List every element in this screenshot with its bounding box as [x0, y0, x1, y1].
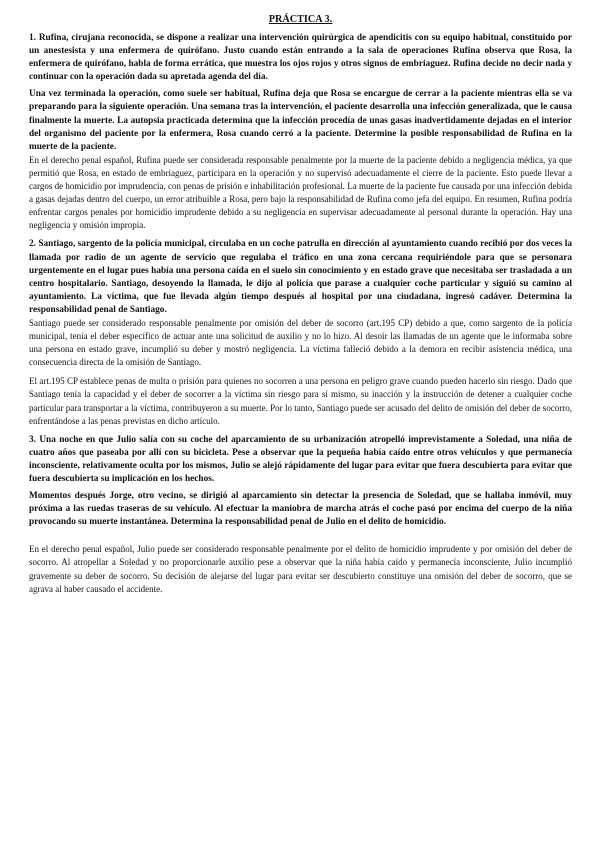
question-1-paragraph-2: Una vez terminada la operación, como suele ser habitual, Rufina deja que Rosa se encargue de cerrar a la paciente mientras ella se va preparando para la siguiente operación. Una semana tras la intervención, el paciente desarrolla una infección generalizada, que le causa finalmente la muerte. La autopsia practicada determina que la infección procedía de unas gasas inadvertidamente dejadas en el interior del organismo del paciente por la enfermera, Rosa cuando cerró a la paciente. Determine la posible responsabilidad de Rufina en la muerte de la paciente.: [29, 89, 572, 152]
answer-3-paragraph: En el derecho penal español, Julio puede ser considerado responsable penalmente por el delito de homicidio imprudente y por omisión del deber de socorro. Al atropellar a Soledad y no proporcionarle auxilio pese a observar que la niña había caído y permanecía inconsciente, Julio incumplió gravemente su deber de socorro. Su decisión de alejarse del lugar para evitar ser descubierto constituye una omisión del deber de socorro, que se agrava al haber causado el accidente.: [29, 544, 572, 594]
question-1-paragraph-1: 1. Rufina, cirujana reconocida, se dispone a realizar una intervención quirúrgica de apendicitis con su equipo habitual, constituido por un anestesista y una enfermera de quirófano. Justo cuando están entrando a la sala de operaciones Rufina observa que Rosa, la enfermera de quirófano, habla de forma errática, que muestra los ojos rojos y otros signos de embriaguez. Rufina decide no decir nada y continuar con la operación dada su apretada agenda del día.: [29, 33, 572, 83]
question-3-paragraph-1: 3. Una noche en que Julio salía con su coche del aparcamiento de su urbanización atropelló imprevistamente a Soledad, una niña de cuatro años que paseaba por allí con su bicicleta. Pese a observar que la pequeña había caído entre otros vehículos y que permanecía inconsciente, relativamente oculta por los mismos, Julio se alejó rápidamente del lugar para evitar que fuera descubierta para evitar que fuera descubierta su implicación en los hechos.: [29, 434, 572, 484]
answer-1-paragraph: En el derecho penal español, Rufina puede ser considerada responsable penalmente por la muerte de la paciente debido a negligencia médica, ya que permitió que Rosa, en estado de embriaguez, participara en la operación y no supervisó adecuadamente el cierre de la paciente. Esto puede llevar a cargos de homicidio por imprudencia, con penas de prisión e inhabilitación profesional. La muerte de la paciente fue causada por una infección debida a gasas dejadas dentro del cuerpo, un error atribuible a Rosa, pero bajo la responsabilidad de Rufina como jefa del equipo. En resumen, Rufina podría enfrentar cargos penales por homicidio imprudente debido a su negligencia en supervisar adecuadamente al personal durante la operación. Hay una negligencia y omisión impropia.: [29, 154, 572, 231]
question-3-paragraph-2: Momentos después Jorge, otro vecino, se dirigió al aparcamiento sin detectar la presencia de Soledad, que se hallaba inmóvil, muy próxima a las ruedas traseras de su vehículo. Al efectuar la maniobra de marcha atrás el coche pasó por encima del cuerpo de la niña provocando su muerte instantánea. Determina la responsabilidad penal de Julio en el delito de homicidio.: [29, 491, 572, 528]
document-title: PRÁCTICA 3.: [268, 14, 333, 25]
question-2-paragraph: 2. Santiago, sargento de la policía municipal, circulaba en un coche patrulla en dirección al ayuntamiento cuando recibió por dos veces la llamada por radio de un agente de servicio que regulaba el tráfico en una zona cercana requiriéndole para que se personara urgentemente en el lugar pues había una persona caída en el suelo sin conocimiento y en estado grave que necesitaba ser trasladada a un centro hospitalario. Santiago, desoyendo la llamada, le dijo al policía que parase a cualquier coche particular y siguió su camino al ayuntamiento. La víctima, que fue llevada algún tiempo después al hospital por una ciudadana, ingresó cadáver. Determina la responsabilidad penal de Santiago.: [29, 239, 572, 315]
answer-2-paragraph-2: El art.195 CP establece penas de multa o prisión para quienes no socorren a una persona en peligro grave cuando pueden hacerlo sin riesgo. Dado que Santiago tenía la capacidad y el deber de socorrer a la víctima sin riesgo para sí mismo, su inacción y la instrucción de detener a cualquier coche particular para transportar a la víctima, contribuyeron a su muerte. Por lo tanto, Santiago puede ser acusado del delito de omisión del deber de socorro, enfrentándose a las penas previstas en dicho artículo.: [29, 376, 572, 426]
answer-2-paragraph-1: Santiago puede ser considerado responsable penalmente por omisión del deber de socorro (art.195 CP) debido a que, como sargento de la policía municipal, tenía el deber específico de actuar ante una solicitud de auxilio y no lo hizo. Al desoír las llamadas de un agente que le informaba sobre una persona en estado grave, incumplió su deber y mostró negligencia. La víctima falleció debido a la demora en recibir asistencia médica, una consecuencia directa de la omisión de Santiago.: [29, 317, 572, 368]
